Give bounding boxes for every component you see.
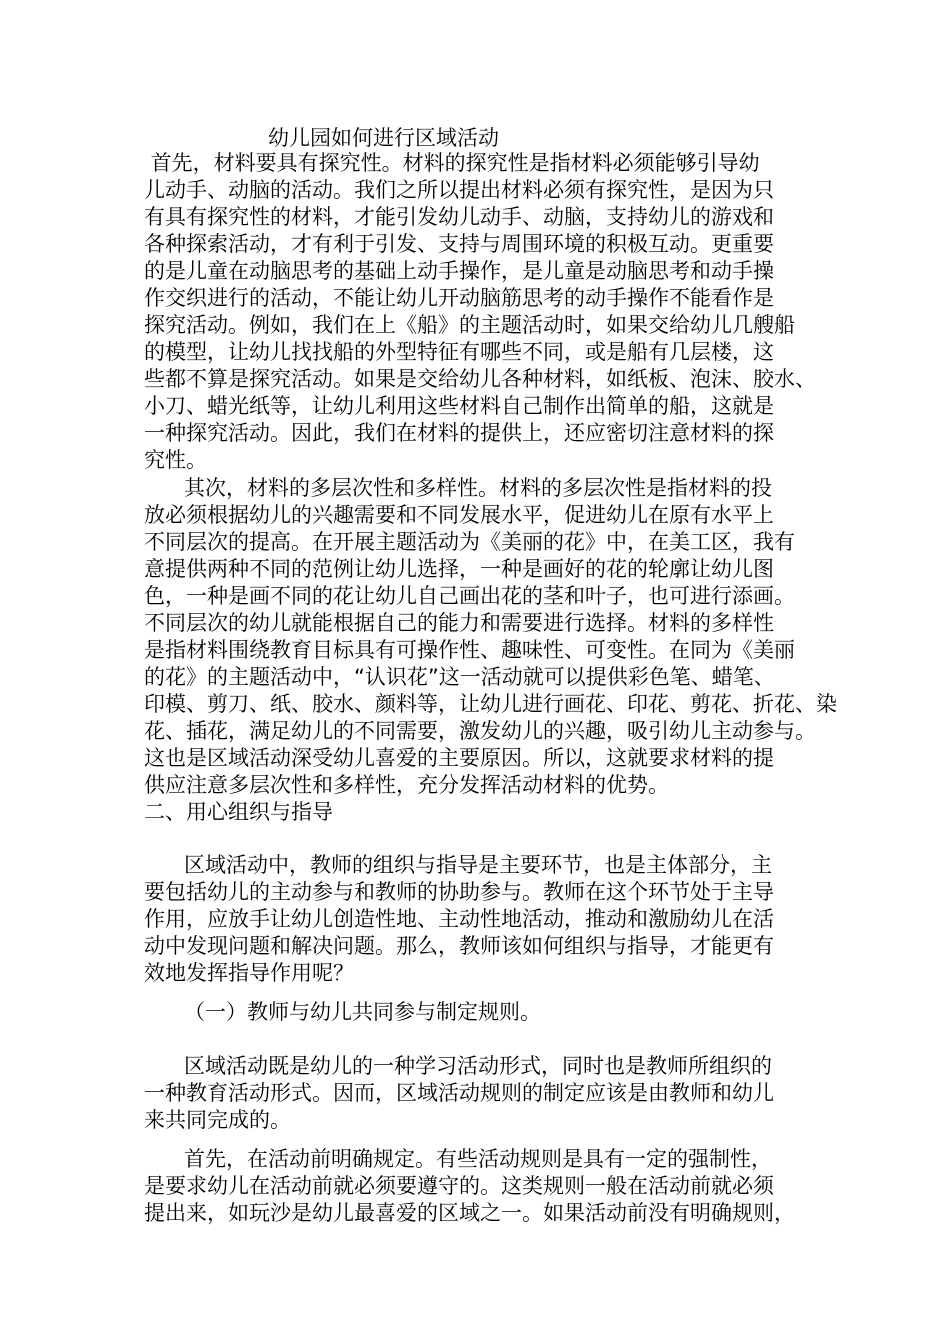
- text-line: 些都不算是探究活动。如果是交给幼儿各种材料，如纸板、泡沫、胶水、: [144, 367, 816, 391]
- paragraph-rules-before-activity: [144, 1146, 824, 1227]
- text-line: 有具有探究性的材料，才能引发幼儿动手、动脑，支持幼儿的游戏和: [144, 205, 774, 229]
- text-line: 作用，应放手让幼儿创造性地、主动性地活动，推动和激励幼儿在活: [144, 907, 774, 931]
- text-line: 一种教育活动形式。因而，区域活动规则的制定应该是由教师和幼儿: [144, 1081, 774, 1105]
- text-line: 首先，在活动前明确规定。有些活动规则是具有一定的强制性，: [144, 1147, 773, 1171]
- section-heading: 二、用心组织与指导: [144, 800, 333, 824]
- text-line: 是要求幼儿在活动前就必须要遵守的。这类规则一般在活动前就必须: [144, 1174, 774, 1198]
- text-line: 不同层次的提高。在开展主题活动为《美丽的花》中，在美工区，我有: [144, 530, 795, 554]
- subsection-heading: （一）教师与幼儿共同参与制定规则。: [144, 1000, 542, 1024]
- paragraph-materials-multilevel: [144, 475, 837, 799]
- text-line: 儿动手、动脑的活动。我们之所以提出材料必须有探究性，是因为只: [144, 178, 774, 202]
- text-line: 这也是区域活动深受幼儿喜爱的主要原因。所以，这就要求材料的提: [144, 746, 774, 770]
- text-line: 区域活动中，教师的组织与指导是主要环节，也是主体部分，主: [144, 853, 773, 877]
- text-line: 首先，材料要具有探究性。材料的探究性是指材料必须能够引导幼: [144, 151, 760, 175]
- text-line: 要包括幼儿的主动参与和教师的协助参与。教师在这个环节处于主导: [144, 880, 774, 904]
- text-line: 不同层次的幼儿就能根据自己的能力和需要进行选择。材料的多样性: [144, 611, 774, 635]
- paragraph-materials-exploratory: [144, 150, 824, 474]
- paragraph-organization-guidance: [144, 852, 824, 987]
- text-line: 一种探究活动。因此，我们在材料的提供上，还应密切注意材料的探: [144, 421, 774, 445]
- text-line: 的是儿童在动脑思考的基础上动手操作，是儿童是动脑思考和动手操: [144, 259, 774, 283]
- text-line: 放必须根据幼儿的兴趣需要和不同发展水平，促进幼儿在原有水平上: [144, 503, 774, 527]
- text-line: 探究活动。例如，我们在上《船》的主题活动时，如果交给幼儿几艘船: [144, 313, 795, 337]
- text-line: 花、插花，满足幼儿的不同需要，激发幼儿的兴趣，吸引幼儿主动参与。: [144, 719, 816, 743]
- text-line: 究性。: [144, 448, 207, 472]
- document-title: 幼儿园如何进行区域活动: [268, 126, 499, 150]
- text-line: 各种探索活动，才有利于引发、支持与周围环境的积极互动。更重要: [144, 232, 774, 256]
- text-line: 区域活动既是幼儿的一种学习活动形式，同时也是教师所组织的: [144, 1054, 773, 1078]
- text-line: 来共同完成的。: [144, 1108, 291, 1132]
- text-line: 动中发现问题和解决问题。那么，教师该如何组织与指导，才能更有: [144, 934, 774, 958]
- text-line: 的花》的主题活动中，“认识花”这一活动就可以提供彩色笔、蜡笔、: [144, 665, 775, 689]
- text-line: 的模型，让幼儿找找船的外型特征有哪些不同，或是船有几层楼，这: [144, 340, 774, 364]
- text-line: 色，一种是画不同的花让幼儿自己画出花的茎和叶子，也可进行添画。: [144, 584, 795, 608]
- text-line: 小刀、蜡光纸等，让幼儿利用这些材料自己制作出简单的船，这就是: [144, 394, 774, 418]
- text-line: 提出来，如玩沙是幼儿最喜爱的区域之一。如果活动前没有明确规则，: [144, 1201, 795, 1225]
- text-line: 其次，材料的多层次性和多样性。材料的多层次性是指材料的投: [144, 476, 773, 500]
- text-line: 是指材料围绕教育目标具有可操作性、趣味性、可变性。在同为《美丽: [144, 638, 795, 662]
- text-line: 作交织进行的活动，不能让幼儿开动脑筋思考的动手操作不能看作是: [144, 286, 774, 310]
- paragraph-rules-joint: [144, 1053, 824, 1134]
- text-line: 供应注意多层次性和多样性，充分发挥活动材料的优势。: [144, 773, 669, 797]
- text-line: 印模、剪刀、纸、胶水、颜料等，让幼儿进行画花、印花、剪花、折花、染: [144, 692, 837, 716]
- text-line: 意提供两种不同的范例让幼儿选择，一种是画好的花的轮廓让幼儿图: [144, 557, 774, 581]
- text-line: 效地发挥指导作用呢？: [144, 961, 354, 985]
